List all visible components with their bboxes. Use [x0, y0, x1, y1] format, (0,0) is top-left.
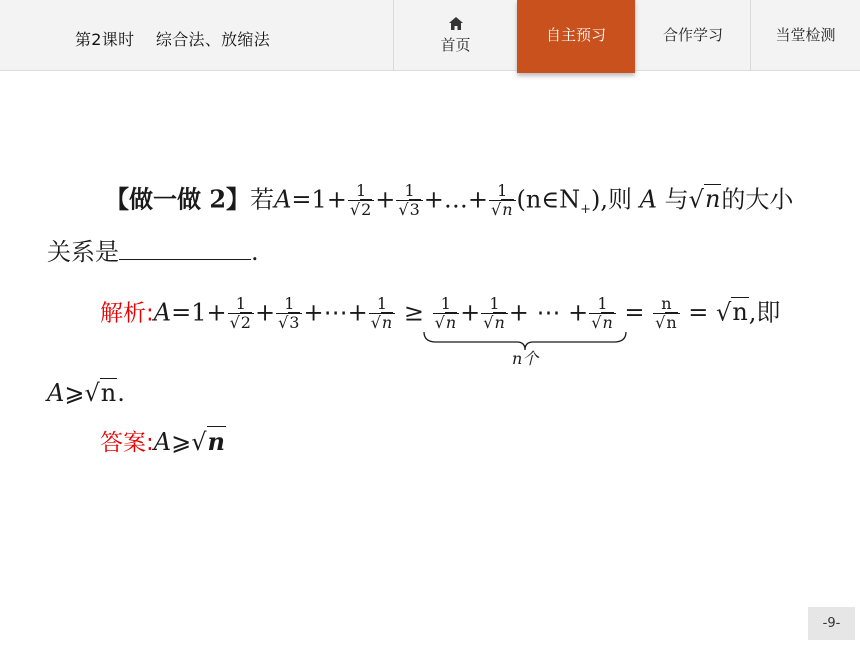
result-sqrt-n: n	[732, 298, 748, 327]
sol2-var-A: A	[47, 379, 65, 407]
sol2-period: .	[117, 379, 125, 407]
problem-tail: 的大小	[721, 185, 794, 214]
fraction-1-over-sqrt2: $\frac{1}{√2}$	[348, 182, 374, 220]
nav-classroom-check-tab[interactable]	[750, 0, 860, 70]
page-number: -9-	[808, 607, 855, 640]
sol-geq: ≥	[403, 298, 424, 327]
answer-colon: :	[146, 430, 154, 456]
sum-term-1: $\frac{1}{√n}$	[433, 295, 460, 333]
problem-tag: 【做一做 2】	[105, 184, 251, 214]
fraction-1-over-sqrt3: $\frac{1}{√3}$	[396, 182, 422, 220]
n-over-sqrtn: $\frac{n}{√n}$	[653, 295, 680, 333]
ellipsis: +…+	[423, 185, 489, 214]
domain: (n∈N	[516, 185, 581, 214]
nav-home-button[interactable]	[393, 0, 517, 70]
top-navigation-bar	[0, 0, 860, 71]
problem-line-2	[47, 239, 259, 264]
sol-equals-1: =	[624, 298, 645, 327]
sol2-n: n	[100, 379, 117, 407]
answer-line: 答案:A⩾√n	[100, 427, 225, 456]
period: .	[251, 238, 259, 266]
lesson-title: 第2课时 综合法、放缩法	[75, 30, 271, 49]
problem-line-1: 【做一做 2】若A=1+ $\frac{1}{√2}$ + $\frac{1}{√3}$ +…+ $\frac{1}{√n}$ $(n\in N_+)$,则 A 与√n的大小	[105, 181, 794, 220]
sum-term-n: $\frac{1}{√n}$	[589, 295, 616, 333]
result-tail: ,即	[748, 298, 781, 327]
sol-dots: +⋯+	[303, 298, 368, 327]
solution-colon: :	[146, 300, 154, 327]
nav-self-preview-tab[interactable]	[517, 0, 635, 73]
sqrt-n: n	[704, 185, 721, 214]
answer-blank	[119, 239, 251, 260]
home-icon	[448, 16, 464, 31]
var-A-2: A	[639, 185, 658, 214]
solution-line-2: A⩾√n.	[47, 379, 125, 407]
problem-if: 若	[250, 185, 275, 214]
answer-label: 答案	[100, 430, 146, 456]
nav-cooperative-label: 合作学习	[662, 26, 723, 44]
domain-close: ),则	[591, 185, 633, 214]
nav-home-label: 首页	[440, 35, 471, 54]
eq-one: =1+	[291, 185, 347, 214]
and-word: 与	[664, 185, 689, 214]
relation-text: 关系是	[47, 238, 119, 266]
sum-plus: +	[460, 298, 481, 327]
domain-subscript: +	[580, 202, 592, 218]
nav-self-preview-label: 自主预习	[545, 26, 606, 44]
sol-frac-sqrt3: $\frac{1}{√3}$	[276, 295, 302, 333]
answer-n: n	[207, 427, 225, 456]
sol2-geq: ⩾	[64, 379, 85, 407]
sol-eq-one: =1+	[171, 298, 227, 327]
sum-term-2: $\frac{1}{√n}$	[481, 295, 508, 333]
nav-cooperative-tab[interactable]	[635, 0, 750, 70]
slide-content	[0, 70, 860, 645]
plus: +	[375, 185, 396, 214]
underbrace-label: n个	[512, 349, 539, 368]
sol-frac-sqrtn: $\frac{1}{√n}$	[369, 295, 396, 333]
nav-classroom-check-label: 当堂检测	[775, 26, 836, 44]
var-A: A	[274, 185, 292, 214]
fraction-1-over-sqrtn: $\frac{1}{√n}$	[489, 182, 516, 220]
sum-dots: + ⋯ +	[508, 298, 589, 327]
sol-equals-2: =	[688, 298, 709, 327]
solution-line-1: 解析:A=1+ $\frac{1}{√2}$ + $\frac{1}{√3}$ +⋯+ $\frac{1}{√n}$ ≥ $\frac{1}{√n}$ + $\frac{1}{√n}$ + ⋯ + $\frac{1}{√n}$ = $\frac{n}{√n}$ = √n,即	[100, 294, 781, 333]
answer-geq: ⩾	[171, 428, 192, 456]
sol-plus: +	[254, 298, 276, 327]
answer-var-A: A	[153, 428, 172, 456]
sol-frac-sqrt2: $\frac{1}{√2}$	[228, 295, 254, 333]
sol-var-A: A	[153, 298, 172, 327]
solution-label: 解析	[100, 300, 146, 327]
